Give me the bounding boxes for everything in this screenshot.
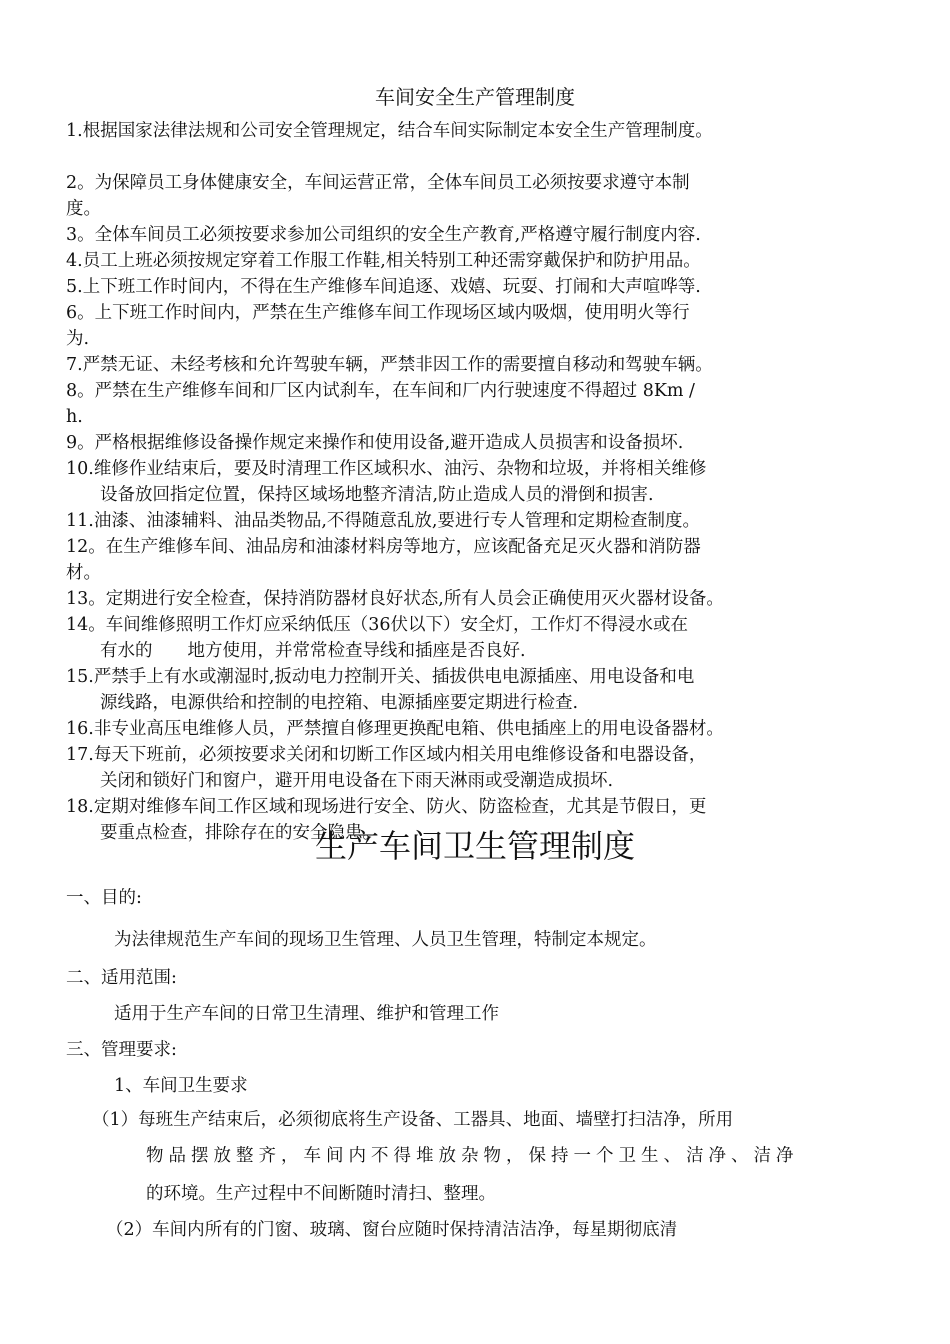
safety-rule-10 xyxy=(66,456,896,508)
safety-rule-6 xyxy=(66,300,896,352)
safety-rule-3 xyxy=(66,222,896,248)
scope-heading: 二、适用范围: xyxy=(66,968,177,988)
safety-rule-15 xyxy=(66,664,896,716)
safety-rule-13-line-1: 13。定期进行安全检查，保持消防器材良好状态,所有人员会正确使用灭火器材设备。 xyxy=(66,589,724,609)
safety-rule-14-line-1: 14。车间维修照明工作灯应采纳低压（36伏以下）安全灯，工作灯不得浸水或在 xyxy=(66,615,689,635)
safety-rule-6-line-1: 6。上下班工作时间内，严禁在生产维修车间工作现场区域内吸烟，使用明火等行 xyxy=(66,303,690,323)
purpose-text: 为法律规范生产车间的现场卫生管理、人员卫生管理，特制定本规定。 xyxy=(114,930,657,950)
hygiene-regulation-title: 生产车间卫生管理制度 xyxy=(314,827,635,865)
safety-rule-18-line-1: 18.定期对维修车间工作区域和现场进行安全、防火、防盗检查，尤其是节假日，更 xyxy=(66,797,707,817)
safety-rule-16-line-1: 16.非专业高压电维修人员，严禁擅自修理更换配电箱、供电插座上的用电设备器材。 xyxy=(66,719,724,739)
safety-rule-14 xyxy=(66,612,896,664)
safety-rule-1-line-1: 1.根据国家法律法规和公司安全管理规定，结合车间实际制定本安全生产管理制度。 xyxy=(66,121,713,141)
safety-rule-13 xyxy=(66,586,896,612)
safety-rule-12-line-1: 12。在生产维修车间、油品房和油漆材料房等地方，应该配备充足灭火器和消防器 xyxy=(66,537,701,557)
safety-rule-3-line-1: 3。全体车间员工必须按要求参加公司组织的安全生产教育,严格遵守履行制度内容. xyxy=(66,225,701,245)
safety-rule-8-line-2: h. xyxy=(66,407,83,427)
safety-rule-1 xyxy=(66,118,896,144)
requirements-subheading: 1、车间卫生要求 xyxy=(114,1076,248,1096)
safety-rule-11 xyxy=(66,508,896,534)
safety-rule-2-line-1: 2。为保障员工身体健康安全，车间运营正常，全体车间员工必须按要求遵守本制 xyxy=(66,173,690,193)
safety-rule-15-line-2: 源线路，电源供给和控制的电控箱、电源插座要定期进行检查. xyxy=(100,693,579,713)
safety-rule-4-line-1: 4.员工上班必须按规定穿着工作服工作鞋,相关特别工种还需穿戴保护和防护用品。 xyxy=(66,251,701,271)
safety-rule-15-line-1: 15.严禁手上有水或潮湿时,扳动电力控制开关、插拔供电电源插座、用电设备和电 xyxy=(66,667,695,687)
scope-text: 适用于生产车间的日常卫生清理、维护和管理工作 xyxy=(114,1004,499,1024)
safety-rule-10-line-2: 设备放回指定位置，保持区域场地整齐清洁,防止造成人员的滑倒和损害. xyxy=(100,485,654,505)
safety-rule-8 xyxy=(66,378,896,430)
hygiene-item-1-line-2: 物品摆放整齐，车间内不得堆放杂物，保持一个卫生、洁净、洁净 xyxy=(146,1146,799,1166)
paragraph-gap xyxy=(66,144,896,170)
safety-rule-16 xyxy=(66,716,896,742)
safety-rule-8-line-1: 8。严禁在生产维修车间和厂区内试刹车，在车间和厂内行驶速度不得超过 8Km / xyxy=(66,381,695,401)
hygiene-item-2-line-1: （2）车间内所有的门窗、玻璃、窗台应随时保持清洁洁净，每星期彻底清 xyxy=(106,1220,678,1240)
hygiene-item-1-line-1: （1）每班生产结束后，必须彻底将生产设备、工器具、地面、墙壁打扫洁净，所用 xyxy=(92,1110,734,1130)
purpose-heading: 一、目的: xyxy=(66,888,142,908)
safety-rule-4 xyxy=(66,248,896,274)
hygiene-item-1-line-3: 的环境。生产过程中不间断随时清扫、整理。 xyxy=(146,1184,496,1204)
requirements-heading: 三、管理要求: xyxy=(66,1040,177,1060)
safety-rule-2 xyxy=(66,170,896,222)
safety-rule-9-line-1: 9。严格根据维修设备操作规定来操作和使用设备,避开造成人员损害和设备损坏. xyxy=(66,433,684,453)
safety-rule-17-line-2: 关闭和锁好门和窗户，避开用电设备在下雨天淋雨或受潮造成损坏. xyxy=(100,771,614,791)
safety-rule-17 xyxy=(66,742,896,794)
safety-rule-17-line-1: 17.每天下班前，必须按要求关闭和切断工作区域内相关用电维修设备和电器设备， xyxy=(66,745,707,765)
safety-rule-10-line-1: 10.维修作业结束后，要及时清理工作区域积水、油污、杂物和垃圾，并将相关维修 xyxy=(66,459,707,479)
safety-rule-2-line-2: 度。 xyxy=(66,199,101,219)
safety-rule-7-line-1: 7.严禁无证、未经考核和允许驾驶车辆，严禁非因工作的需要擅自移动和驾驶车辆。 xyxy=(66,355,713,375)
safety-regulation-title: 车间安全生产管理制度 xyxy=(375,85,575,109)
safety-rule-14-line-2: 有水的 地方使用，并常常检查导线和插座是否良好. xyxy=(100,641,526,661)
safety-rules-list xyxy=(66,118,896,846)
safety-rule-18-line-2: 要重点检查，排除存在的安全隐患。 xyxy=(100,823,380,843)
safety-rule-7 xyxy=(66,352,896,378)
safety-rule-5 xyxy=(66,274,896,300)
safety-rule-6-line-2: 为. xyxy=(66,329,90,349)
safety-rule-9 xyxy=(66,430,896,456)
safety-rule-5-line-1: 5.上下班工作时间内，不得在生产维修车间追逐、戏嬉、玩耍、打闹和大声喧哗等. xyxy=(66,277,701,297)
safety-rule-12-line-2: 材。 xyxy=(66,563,101,583)
safety-rule-11-line-1: 11.油漆、油漆辅料、油品类物品,不得随意乱放,要进行专人管理和定期检查制度。 xyxy=(66,511,700,531)
safety-rule-12 xyxy=(66,534,896,586)
